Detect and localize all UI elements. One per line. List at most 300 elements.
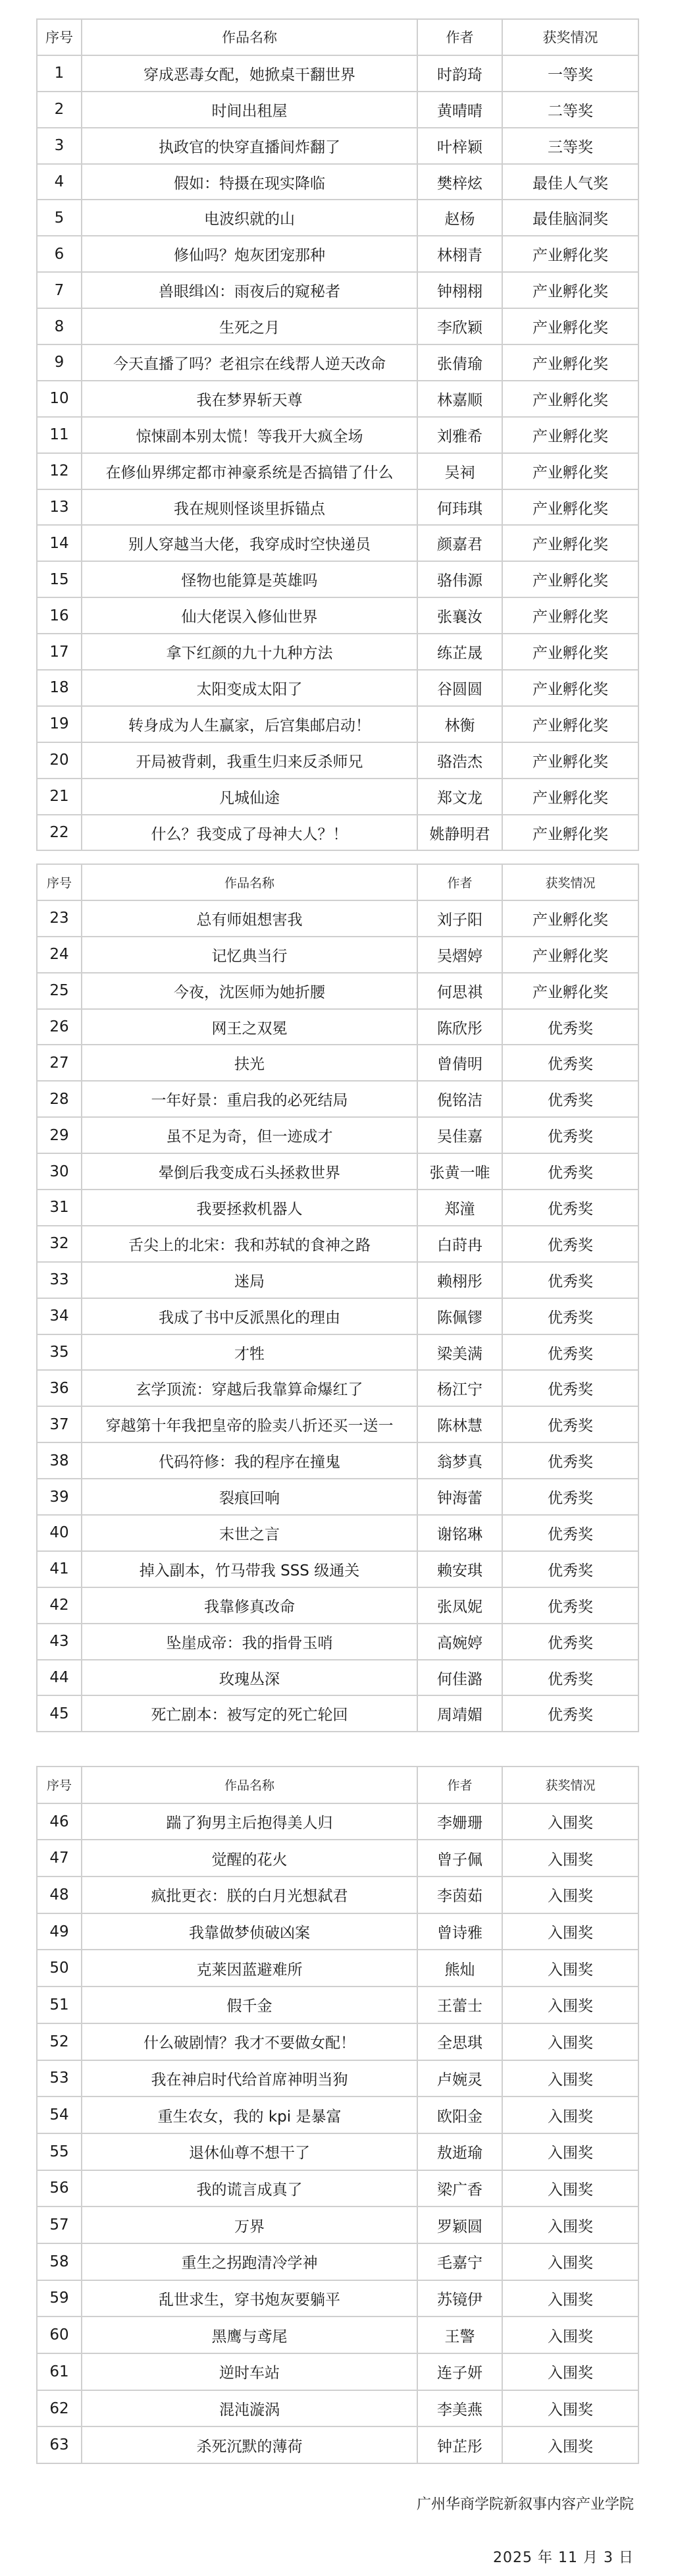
cell-no: 45 (37, 1695, 82, 1732)
cell-author: 王蕾士 (417, 1987, 502, 2023)
cell-award: 入围奖 (502, 2243, 638, 2280)
cell-no: 51 (37, 1987, 82, 2023)
cell-no: 28 (37, 1081, 82, 1117)
cell-title: 电波织就的山 (82, 200, 417, 236)
cell-title: 我在神启时代给首席神明当狗 (82, 2060, 417, 2097)
cell-title: 假千金 (82, 1987, 417, 2023)
cell-award: 入围奖 (502, 2316, 638, 2353)
cell-no: 7 (37, 272, 82, 308)
cell-award: 优秀奖 (502, 1117, 638, 1153)
cell-title: 裂痕回响 (82, 1479, 417, 1515)
cell-author: 周靖媚 (417, 1695, 502, 1732)
cell-no: 63 (37, 2426, 82, 2463)
cell-no: 44 (37, 1660, 82, 1696)
cell-award: 产业孵化奖 (502, 453, 638, 489)
cell-author: 林衡 (417, 706, 502, 742)
cell-author: 熊灿 (417, 1950, 502, 1987)
table-row (37, 1262, 638, 1298)
table-row (37, 417, 638, 453)
table-row (37, 1695, 638, 1732)
cell-author: 高婉婷 (417, 1624, 502, 1660)
cell-award: 产业孵化奖 (502, 706, 638, 742)
cell-title: 我成了书中反派黑化的理由 (82, 1298, 417, 1334)
cell-title: 什么破剧情？我才不要做女配！ (82, 2023, 417, 2060)
table-row (37, 973, 638, 1009)
header-title: 作品名称 (82, 1767, 417, 1803)
cell-award: 一等奖 (502, 55, 638, 92)
table-row (37, 1660, 638, 1696)
cell-title: 一年好景：重启我的必死结局 (82, 1081, 417, 1117)
header-award: 获奖情况 (502, 1767, 638, 1803)
cell-no: 6 (37, 236, 82, 272)
header-title: 作品名称 (82, 19, 417, 55)
cell-author: 何玮琪 (417, 489, 502, 526)
table-row (37, 1551, 638, 1587)
cell-award: 入围奖 (502, 1877, 638, 1913)
cell-author: 张襄汝 (417, 597, 502, 634)
cell-title: 我靠做梦侦破凶案 (82, 1913, 417, 1950)
table-row (37, 561, 638, 597)
cell-no: 5 (37, 200, 82, 236)
table-row (37, 1370, 638, 1406)
table-row (37, 272, 638, 308)
cell-author: 姚静明君 (417, 815, 502, 851)
cell-no: 36 (37, 1370, 82, 1406)
cell-author: 倪铭洁 (417, 1081, 502, 1117)
cell-author: 叶梓颖 (417, 128, 502, 164)
cell-title: 惊悚副本别太慌！等我开大疯全场 (82, 417, 417, 453)
table-row (37, 1624, 638, 1660)
cell-no: 15 (37, 561, 82, 597)
cell-author: 欧阳金 (417, 2096, 502, 2133)
cell-no: 3 (37, 128, 82, 164)
cell-award: 最佳脑洞奖 (502, 200, 638, 236)
cell-title: 迷局 (82, 1262, 417, 1298)
cell-award: 入围奖 (502, 2353, 638, 2390)
cell-no: 52 (37, 2023, 82, 2060)
cell-award: 产业孵化奖 (502, 344, 638, 381)
table-row (37, 1479, 638, 1515)
cell-award: 入围奖 (502, 2390, 638, 2427)
cell-no: 18 (37, 670, 82, 706)
table-row (37, 2170, 638, 2207)
cell-award: 产业孵化奖 (502, 937, 638, 973)
cell-no: 46 (37, 1803, 82, 1840)
cell-title: 今夜，沈医师为她折腰 (82, 973, 417, 1009)
cell-author: 张凤妮 (417, 1587, 502, 1624)
award-table-part-2 (36, 863, 639, 1732)
cell-no: 11 (37, 417, 82, 453)
cell-author: 李美燕 (417, 2390, 502, 2427)
table-row (37, 1298, 638, 1334)
cell-title: 重生农女，我的 kpi 是暴富 (82, 2096, 417, 2133)
table-row (37, 1877, 638, 1913)
cell-no: 13 (37, 489, 82, 526)
cell-award: 优秀奖 (502, 1695, 638, 1732)
cell-no: 29 (37, 1117, 82, 1153)
table-row (37, 1190, 638, 1226)
header-no: 序号 (37, 1767, 82, 1803)
table-row (37, 308, 638, 344)
cell-award: 产业孵化奖 (502, 597, 638, 634)
cell-author: 刘子阳 (417, 900, 502, 937)
cell-no: 62 (37, 2390, 82, 2427)
cell-no: 56 (37, 2170, 82, 2207)
cell-award: 优秀奖 (502, 1081, 638, 1117)
cell-title: 时间出租屋 (82, 92, 417, 128)
cell-author: 毛嘉宁 (417, 2243, 502, 2280)
table-row (37, 1045, 638, 1081)
award-table-part-1 (36, 18, 639, 851)
table-row (37, 1081, 638, 1117)
cell-no: 34 (37, 1298, 82, 1334)
cell-no: 33 (37, 1262, 82, 1298)
cell-award: 优秀奖 (502, 1190, 638, 1226)
header-title: 作品名称 (82, 864, 417, 900)
table-row (37, 2243, 638, 2280)
cell-award: 产业孵化奖 (502, 670, 638, 706)
cell-author: 谷圆圆 (417, 670, 502, 706)
cell-no: 37 (37, 1406, 82, 1442)
cell-award: 产业孵化奖 (502, 272, 638, 308)
cell-no: 50 (37, 1950, 82, 1987)
cell-no: 40 (37, 1515, 82, 1551)
cell-no: 58 (37, 2243, 82, 2280)
cell-author: 钟海蕾 (417, 1479, 502, 1515)
header-author: 作者 (417, 864, 502, 900)
table-row (37, 2206, 638, 2243)
cell-award: 优秀奖 (502, 1262, 638, 1298)
cell-title: 我要拯救机器人 (82, 1190, 417, 1226)
table-row (37, 2353, 638, 2390)
cell-author: 练芷晟 (417, 634, 502, 670)
table-row (37, 1153, 638, 1190)
cell-author: 骆伟源 (417, 561, 502, 597)
cell-award: 优秀奖 (502, 1298, 638, 1334)
cell-no: 35 (37, 1334, 82, 1371)
cell-author: 陈林慧 (417, 1406, 502, 1442)
cell-no: 16 (37, 597, 82, 634)
table-row (37, 1840, 638, 1877)
cell-award: 优秀奖 (502, 1370, 638, 1406)
table-row (37, 200, 638, 236)
cell-no: 26 (37, 1009, 82, 1045)
cell-title: 逆时车站 (82, 2353, 417, 2390)
cell-no: 25 (37, 973, 82, 1009)
cell-no: 24 (37, 937, 82, 973)
table-row (37, 2280, 638, 2317)
cell-no: 60 (37, 2316, 82, 2353)
cell-author: 刘雅希 (417, 417, 502, 453)
cell-title: 克莱因蓝避难所 (82, 1950, 417, 1987)
cell-author: 林栩青 (417, 236, 502, 272)
cell-no: 21 (37, 779, 82, 815)
cell-author: 时韵琦 (417, 55, 502, 92)
cell-title: 兽眼缉凶：雨夜后的窥秘者 (82, 272, 417, 308)
cell-title: 黑鹰与鸢尾 (82, 2316, 417, 2353)
cell-title: 在修仙界绑定都市神豪系统是否搞错了什么 (82, 453, 417, 489)
cell-award: 产业孵化奖 (502, 525, 638, 561)
cell-title: 代码符修：我的程序在撞鬼 (82, 1442, 417, 1479)
table-row (37, 164, 638, 200)
cell-title: 坠崖成帝：我的指骨玉哨 (82, 1624, 417, 1660)
cell-title: 穿成恶毒女配，她掀桌干翻世界 (82, 55, 417, 92)
cell-author: 连子妍 (417, 2353, 502, 2390)
cell-title: 别人穿越当大佬，我穿成时空快递员 (82, 525, 417, 561)
cell-author: 赵杨 (417, 200, 502, 236)
table-row (37, 1587, 638, 1624)
cell-author: 郑文龙 (417, 779, 502, 815)
table-row (37, 453, 638, 489)
cell-no: 43 (37, 1624, 82, 1660)
cell-title: 太阳变成太阳了 (82, 670, 417, 706)
cell-no: 32 (37, 1226, 82, 1262)
cell-author: 吴熠婷 (417, 937, 502, 973)
cell-title: 玄学顶流：穿越后我靠算命爆红了 (82, 1370, 417, 1406)
cell-award: 入围奖 (502, 1803, 638, 1840)
cell-award: 产业孵化奖 (502, 417, 638, 453)
cell-author: 李茵茹 (417, 1877, 502, 1913)
cell-title: 玫瑰丛深 (82, 1660, 417, 1696)
cell-title: 掉入副本，竹马带我 SSS 级通关 (82, 1551, 417, 1587)
award-table-part-3 (36, 1766, 639, 2464)
cell-no: 31 (37, 1190, 82, 1226)
cell-no: 20 (37, 742, 82, 779)
cell-no: 42 (37, 1587, 82, 1624)
cell-award: 入围奖 (502, 1840, 638, 1877)
table-row (37, 2133, 638, 2170)
cell-award: 优秀奖 (502, 1406, 638, 1442)
cell-author: 梁美满 (417, 1334, 502, 1371)
table-row (37, 634, 638, 670)
cell-no: 55 (37, 2133, 82, 2170)
cell-author: 何佳潞 (417, 1660, 502, 1696)
cell-award: 优秀奖 (502, 1334, 638, 1371)
table-row (37, 344, 638, 381)
cell-author: 李欣颖 (417, 308, 502, 344)
table-row (37, 937, 638, 973)
table-row (37, 1334, 638, 1371)
cell-award: 优秀奖 (502, 1442, 638, 1479)
cell-award: 产业孵化奖 (502, 561, 638, 597)
cell-author: 王警 (417, 2316, 502, 2353)
header-award: 获奖情况 (502, 19, 638, 55)
cell-award: 三等奖 (502, 128, 638, 164)
cell-title: 乱世求生，穿书炮灰要躺平 (82, 2280, 417, 2317)
cell-title: 凡城仙途 (82, 779, 417, 815)
cell-title: 拿下红颜的九十九种方法 (82, 634, 417, 670)
cell-title: 穿越第十年我把皇帝的脸卖八折还买一送一 (82, 1406, 417, 1442)
cell-author: 杨江宁 (417, 1370, 502, 1406)
cell-award: 产业孵化奖 (502, 381, 638, 417)
cell-author: 赖安琪 (417, 1551, 502, 1587)
cell-author: 陈欣彤 (417, 1009, 502, 1045)
cell-award: 优秀奖 (502, 1153, 638, 1190)
cell-title: 执政官的快穿直播间炸翻了 (82, 128, 417, 164)
cell-award: 入围奖 (502, 2426, 638, 2463)
cell-author: 樊梓炫 (417, 164, 502, 200)
cell-author: 钟栩栩 (417, 272, 502, 308)
cell-no: 48 (37, 1877, 82, 1913)
cell-author: 陈佩镠 (417, 1298, 502, 1334)
cell-author: 李姗珊 (417, 1803, 502, 1840)
cell-author: 罗颖圆 (417, 2206, 502, 2243)
cell-author: 敖逝瑜 (417, 2133, 502, 2170)
cell-award: 产业孵化奖 (502, 742, 638, 779)
table-row (37, 900, 638, 937)
cell-title: 扶光 (82, 1045, 417, 1081)
cell-title: 修仙吗？炮灰团宠那种 (82, 236, 417, 272)
table-row (37, 597, 638, 634)
cell-title: 生死之月 (82, 308, 417, 344)
table-row (37, 779, 638, 815)
cell-title: 我靠修真改命 (82, 1587, 417, 1624)
cell-title: 末世之言 (82, 1515, 417, 1551)
header-award: 获奖情况 (502, 864, 638, 900)
table-row (37, 706, 638, 742)
cell-award: 入围奖 (502, 1913, 638, 1950)
cell-title: 记忆典当行 (82, 937, 417, 973)
cell-award: 入围奖 (502, 2023, 638, 2060)
table-row (37, 1950, 638, 1987)
cell-award: 产业孵化奖 (502, 308, 638, 344)
cell-author: 曾子佩 (417, 1840, 502, 1877)
cell-author: 赖栩彤 (417, 1262, 502, 1298)
cell-author: 林嘉顺 (417, 381, 502, 417)
cell-award: 入围奖 (502, 2096, 638, 2133)
cell-award: 优秀奖 (502, 1660, 638, 1696)
cell-title: 仙大佬误入修仙世界 (82, 597, 417, 634)
cell-author: 黄晴晴 (417, 92, 502, 128)
cell-author: 白莳冉 (417, 1226, 502, 1262)
cell-author: 翁梦真 (417, 1442, 502, 1479)
cell-award: 入围奖 (502, 1987, 638, 2023)
cell-title: 今天直播了吗？老祖宗在线帮人逆天改命 (82, 344, 417, 381)
cell-title: 怪物也能算是英雄吗 (82, 561, 417, 597)
cell-award: 优秀奖 (502, 1587, 638, 1624)
cell-title: 疯批更衣：朕的白月光想弑君 (82, 1877, 417, 1913)
cell-title: 舌尖上的北宋：我和苏轼的食神之路 (82, 1226, 417, 1262)
cell-title: 我的谎言成真了 (82, 2170, 417, 2207)
cell-title: 转身成为人生赢家，后宫集邮启动！ (82, 706, 417, 742)
cell-no: 22 (37, 815, 82, 851)
table-row (37, 128, 638, 164)
cell-author: 梁广香 (417, 2170, 502, 2207)
table-row (37, 1987, 638, 2023)
cell-award: 优秀奖 (502, 1624, 638, 1660)
cell-title: 死亡剧本：被写定的死亡轮回 (82, 1695, 417, 1732)
cell-title: 总有师姐想害我 (82, 900, 417, 937)
cell-award: 入围奖 (502, 2280, 638, 2317)
cell-no: 12 (37, 453, 82, 489)
cell-title: 假如：特摄在现实降临 (82, 164, 417, 200)
table-row (37, 236, 638, 272)
cell-award: 产业孵化奖 (502, 489, 638, 526)
cell-award: 优秀奖 (502, 1479, 638, 1515)
cell-author: 颜嘉君 (417, 525, 502, 561)
table-header-row (37, 1767, 638, 1803)
cell-title: 才牲 (82, 1334, 417, 1371)
cell-award: 产业孵化奖 (502, 815, 638, 851)
cell-no: 30 (37, 1153, 82, 1190)
cell-no: 27 (37, 1045, 82, 1081)
table-row (37, 489, 638, 526)
table-row (37, 1515, 638, 1551)
cell-author: 曾诗雅 (417, 1913, 502, 1950)
cell-no: 54 (37, 2096, 82, 2133)
cell-award: 入围奖 (502, 2060, 638, 2097)
header-no: 序号 (37, 19, 82, 55)
header-author: 作者 (417, 1767, 502, 1803)
cell-no: 17 (37, 634, 82, 670)
cell-no: 23 (37, 900, 82, 937)
cell-title: 重生之拐跑清冷学神 (82, 2243, 417, 2280)
cell-award: 产业孵化奖 (502, 236, 638, 272)
table-row (37, 2316, 638, 2353)
table-row (37, 1803, 638, 1840)
cell-no: 19 (37, 706, 82, 742)
cell-title: 万界 (82, 2206, 417, 2243)
table-row (37, 2096, 638, 2133)
table-row (37, 2060, 638, 2097)
table-row (37, 381, 638, 417)
cell-no: 4 (37, 164, 82, 200)
cell-author: 钟芷彤 (417, 2426, 502, 2463)
table-row (37, 1009, 638, 1045)
cell-author: 郑潼 (417, 1190, 502, 1226)
table-row (37, 1913, 638, 1950)
table-header-row (37, 19, 638, 55)
cell-award: 入围奖 (502, 1950, 638, 1987)
cell-title: 虽不足为奇，但一迹成才 (82, 1117, 417, 1153)
cell-title: 网王之双冕 (82, 1009, 417, 1045)
cell-author: 苏镜伊 (417, 2280, 502, 2317)
table-row (37, 525, 638, 561)
table-header-row (37, 864, 638, 900)
cell-award: 入围奖 (502, 2206, 638, 2243)
cell-no: 10 (37, 381, 82, 417)
cell-no: 2 (37, 92, 82, 128)
table-row (37, 2390, 638, 2427)
table-row (37, 1406, 638, 1442)
cell-award: 入围奖 (502, 2133, 638, 2170)
table-row (37, 92, 638, 128)
cell-award: 产业孵化奖 (502, 634, 638, 670)
cell-no: 57 (37, 2206, 82, 2243)
cell-award: 优秀奖 (502, 1226, 638, 1262)
table-row (37, 670, 638, 706)
cell-no: 8 (37, 308, 82, 344)
cell-author: 吴佳嘉 (417, 1117, 502, 1153)
header-no: 序号 (37, 864, 82, 900)
cell-author: 吴祠 (417, 453, 502, 489)
cell-no: 14 (37, 525, 82, 561)
cell-no: 1 (37, 55, 82, 92)
footer-organization: 广州华商学院新叙事内容产业学院 (416, 2496, 634, 2513)
footer-date: 2025 年 11 月 3 日 (493, 2550, 634, 2566)
cell-no: 53 (37, 2060, 82, 2097)
cell-title: 退休仙尊不想干了 (82, 2133, 417, 2170)
cell-title: 混沌漩涡 (82, 2390, 417, 2427)
cell-author: 卢婉灵 (417, 2060, 502, 2097)
cell-no: 61 (37, 2353, 82, 2390)
cell-no: 47 (37, 1840, 82, 1877)
cell-award: 产业孵化奖 (502, 900, 638, 937)
cell-award: 入围奖 (502, 2170, 638, 2207)
cell-author: 张黄一唯 (417, 1153, 502, 1190)
table-row (37, 2023, 638, 2060)
header-author: 作者 (417, 19, 502, 55)
